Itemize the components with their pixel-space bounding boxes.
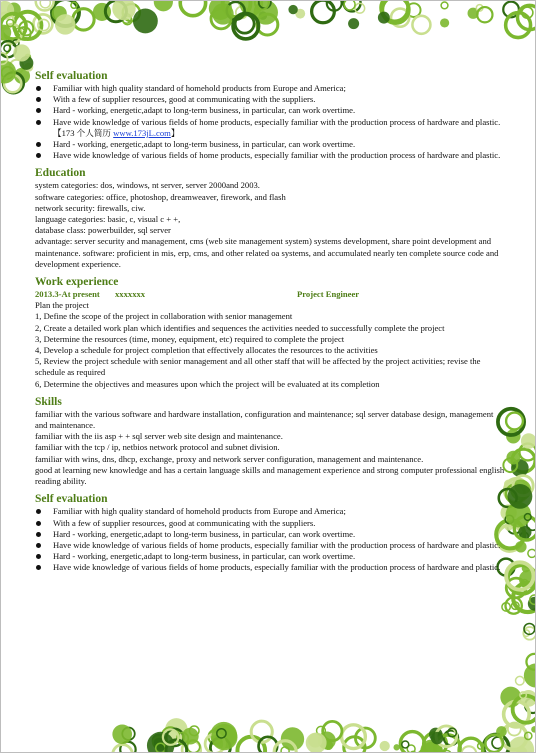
decor-circle <box>441 2 448 9</box>
list-item: Have wide knowledge of various fields of home products, especially familiar with the production process of hardware and plastic. <box>35 540 507 551</box>
education-section <box>35 166 507 270</box>
decor-circle <box>506 413 523 430</box>
education-line: software categories: office, photoshop, dreamweaver, firework, and flash <box>35 191 286 202</box>
self-evaluation-section-2 <box>35 492 507 573</box>
work-line: Plan the project <box>35 300 89 311</box>
skills-section <box>35 395 507 487</box>
list-item: Hard - working, energetic,adapt to long-term business, in particular, can work overtime. <box>35 105 507 116</box>
decor-circle <box>412 16 430 34</box>
decor-circle <box>212 3 233 24</box>
decor-circle <box>180 1 205 16</box>
section-title-work-experience: Work experience <box>35 276 119 289</box>
list-item: Familiar with high quality standard of homehold products from Europe and America; <box>35 83 507 94</box>
decor-circle <box>312 1 335 23</box>
self-evaluation-list <box>35 83 507 161</box>
decor-circle <box>431 732 443 744</box>
decor-circle <box>531 726 535 733</box>
decor-circle <box>154 1 173 11</box>
list-item: With a few of supplier resources, good at communicating with the suppliers. <box>35 94 507 105</box>
decor-circle <box>516 676 525 685</box>
decor-circle <box>13 44 30 61</box>
job-header <box>35 289 507 300</box>
list-item: With a few of supplier resources, good at communicating with the suppliers. <box>35 518 507 529</box>
decor-circle <box>112 724 132 744</box>
decor-circle <box>344 1 355 10</box>
skills-line: good at learning new knowledge and has a certain language skills and management experience and strong computer professional english reading ability. <box>35 464 505 487</box>
link-prefix: 【173 个人简历 <box>53 127 114 138</box>
decor-circle <box>477 7 492 22</box>
decor-circle <box>288 5 297 14</box>
decor-circle <box>485 735 502 752</box>
list-item: Familiar with high quality standard of homehold products from Europe and America; <box>35 506 507 517</box>
decor-circle <box>524 663 535 687</box>
list-item: Hard - working, energetic,adapt to long-term business, in particular, can work overtime. <box>35 551 507 562</box>
self-evaluation-list-2 <box>35 506 507 573</box>
list-item <box>35 117 507 139</box>
list-item-text: Have wide knowledge of various fields of home products, especially familiar with the production process of hardware and plastic. <box>53 116 501 127</box>
decor-circle <box>461 746 476 752</box>
education-line: system categories: dos, windows, nt server, server 2000and 2003. <box>35 180 260 191</box>
skills-line: familiar with the tcp / ip, netbios network protocol and subnet division. <box>35 442 280 453</box>
job-company: xxxxxxx <box>115 289 146 300</box>
work-line: 1, Define the scope of the project in collaboration with senior management <box>35 311 293 322</box>
work-experience-section <box>35 275 507 390</box>
skills-line: familiar with wins, dns, dhcp, exchange, proxy and network server configuration, management and maintenance. <box>35 453 424 464</box>
decor-circle <box>348 18 359 29</box>
website-link[interactable]: www.173jL.com <box>113 127 171 138</box>
list-item: Hard - working, energetic,adapt to long-term business, in particular, can work overtime. <box>35 529 507 540</box>
decor-circle <box>40 1 50 8</box>
decor-circle <box>410 751 416 752</box>
work-line: 5, Review the project schedule with senior management and all other staff that will be affected by the project activities; revise the schedule as required <box>35 356 481 378</box>
list-item: Have wide knowledge of various fields of home products, especially familiar with the production process of hardware and plastic. <box>35 150 507 161</box>
decor-circle <box>378 12 390 24</box>
decor-circle <box>380 741 390 751</box>
section-title-education: Education <box>35 167 86 180</box>
skills-line: familiar with the various software and hardware installation, configuration and maintenance; sql server database design, management and maintenance. <box>35 408 494 431</box>
work-line: 2, Create a detailed work plan which identifies and sequences the activities needed to successfully complete the project <box>35 322 445 333</box>
work-line: 6, Determine the objectives and measures upon which the project will be evaluated at its completion <box>35 378 380 389</box>
list-item: Have wide knowledge of various fields of home products, especially familiar with the production process of hardware and plastic. <box>35 562 507 573</box>
decor-circle <box>508 484 533 509</box>
decor-circle <box>113 745 133 752</box>
decor-circle <box>528 549 535 557</box>
decor-circle <box>55 14 76 35</box>
education-line: network security: firewalls, ciw. <box>35 202 146 213</box>
education-line: advantage: server security and management, cms (web site management system) systems development, share point development and maintenance. software: proficient in mis, erp, cms, and other related oa systems, and accumulated nearly ten complete source code and development experience. <box>35 236 499 269</box>
section-title-self-evaluation: Self evaluation <box>35 70 108 82</box>
job-date: 2013.3-At present <box>35 289 100 300</box>
job-position: Project Engineer <box>297 289 360 300</box>
decor-circle <box>440 18 449 27</box>
decor-circle <box>515 541 526 552</box>
work-line: 3, Determine the resources (time, money, equipment, etc) required to complete the project <box>35 333 345 344</box>
work-line: 4, Develop a schedule for project completion that effectively allocates the resources to the activities <box>35 345 378 356</box>
decor-circle <box>133 8 158 33</box>
resume-content <box>35 69 507 579</box>
self-evaluation-section <box>35 69 507 161</box>
education-line: database class: powerbuilder, sql server <box>35 225 171 236</box>
list-item: Hard - working, energetic,adapt to long-term business, in particular, can work overtime. <box>35 139 507 150</box>
decor-circle <box>402 741 409 748</box>
decor-circle <box>112 1 135 20</box>
section-title-skills: Skills <box>35 395 62 408</box>
link-suffix: 】 <box>170 127 180 138</box>
education-line: language categories: basic, c, visual c + +, <box>35 214 181 225</box>
section-title-self-evaluation-2: Self evaluation <box>35 493 108 506</box>
skills-line: familiar with the iis asp + + sql server web site design and maintenance. <box>35 431 283 442</box>
